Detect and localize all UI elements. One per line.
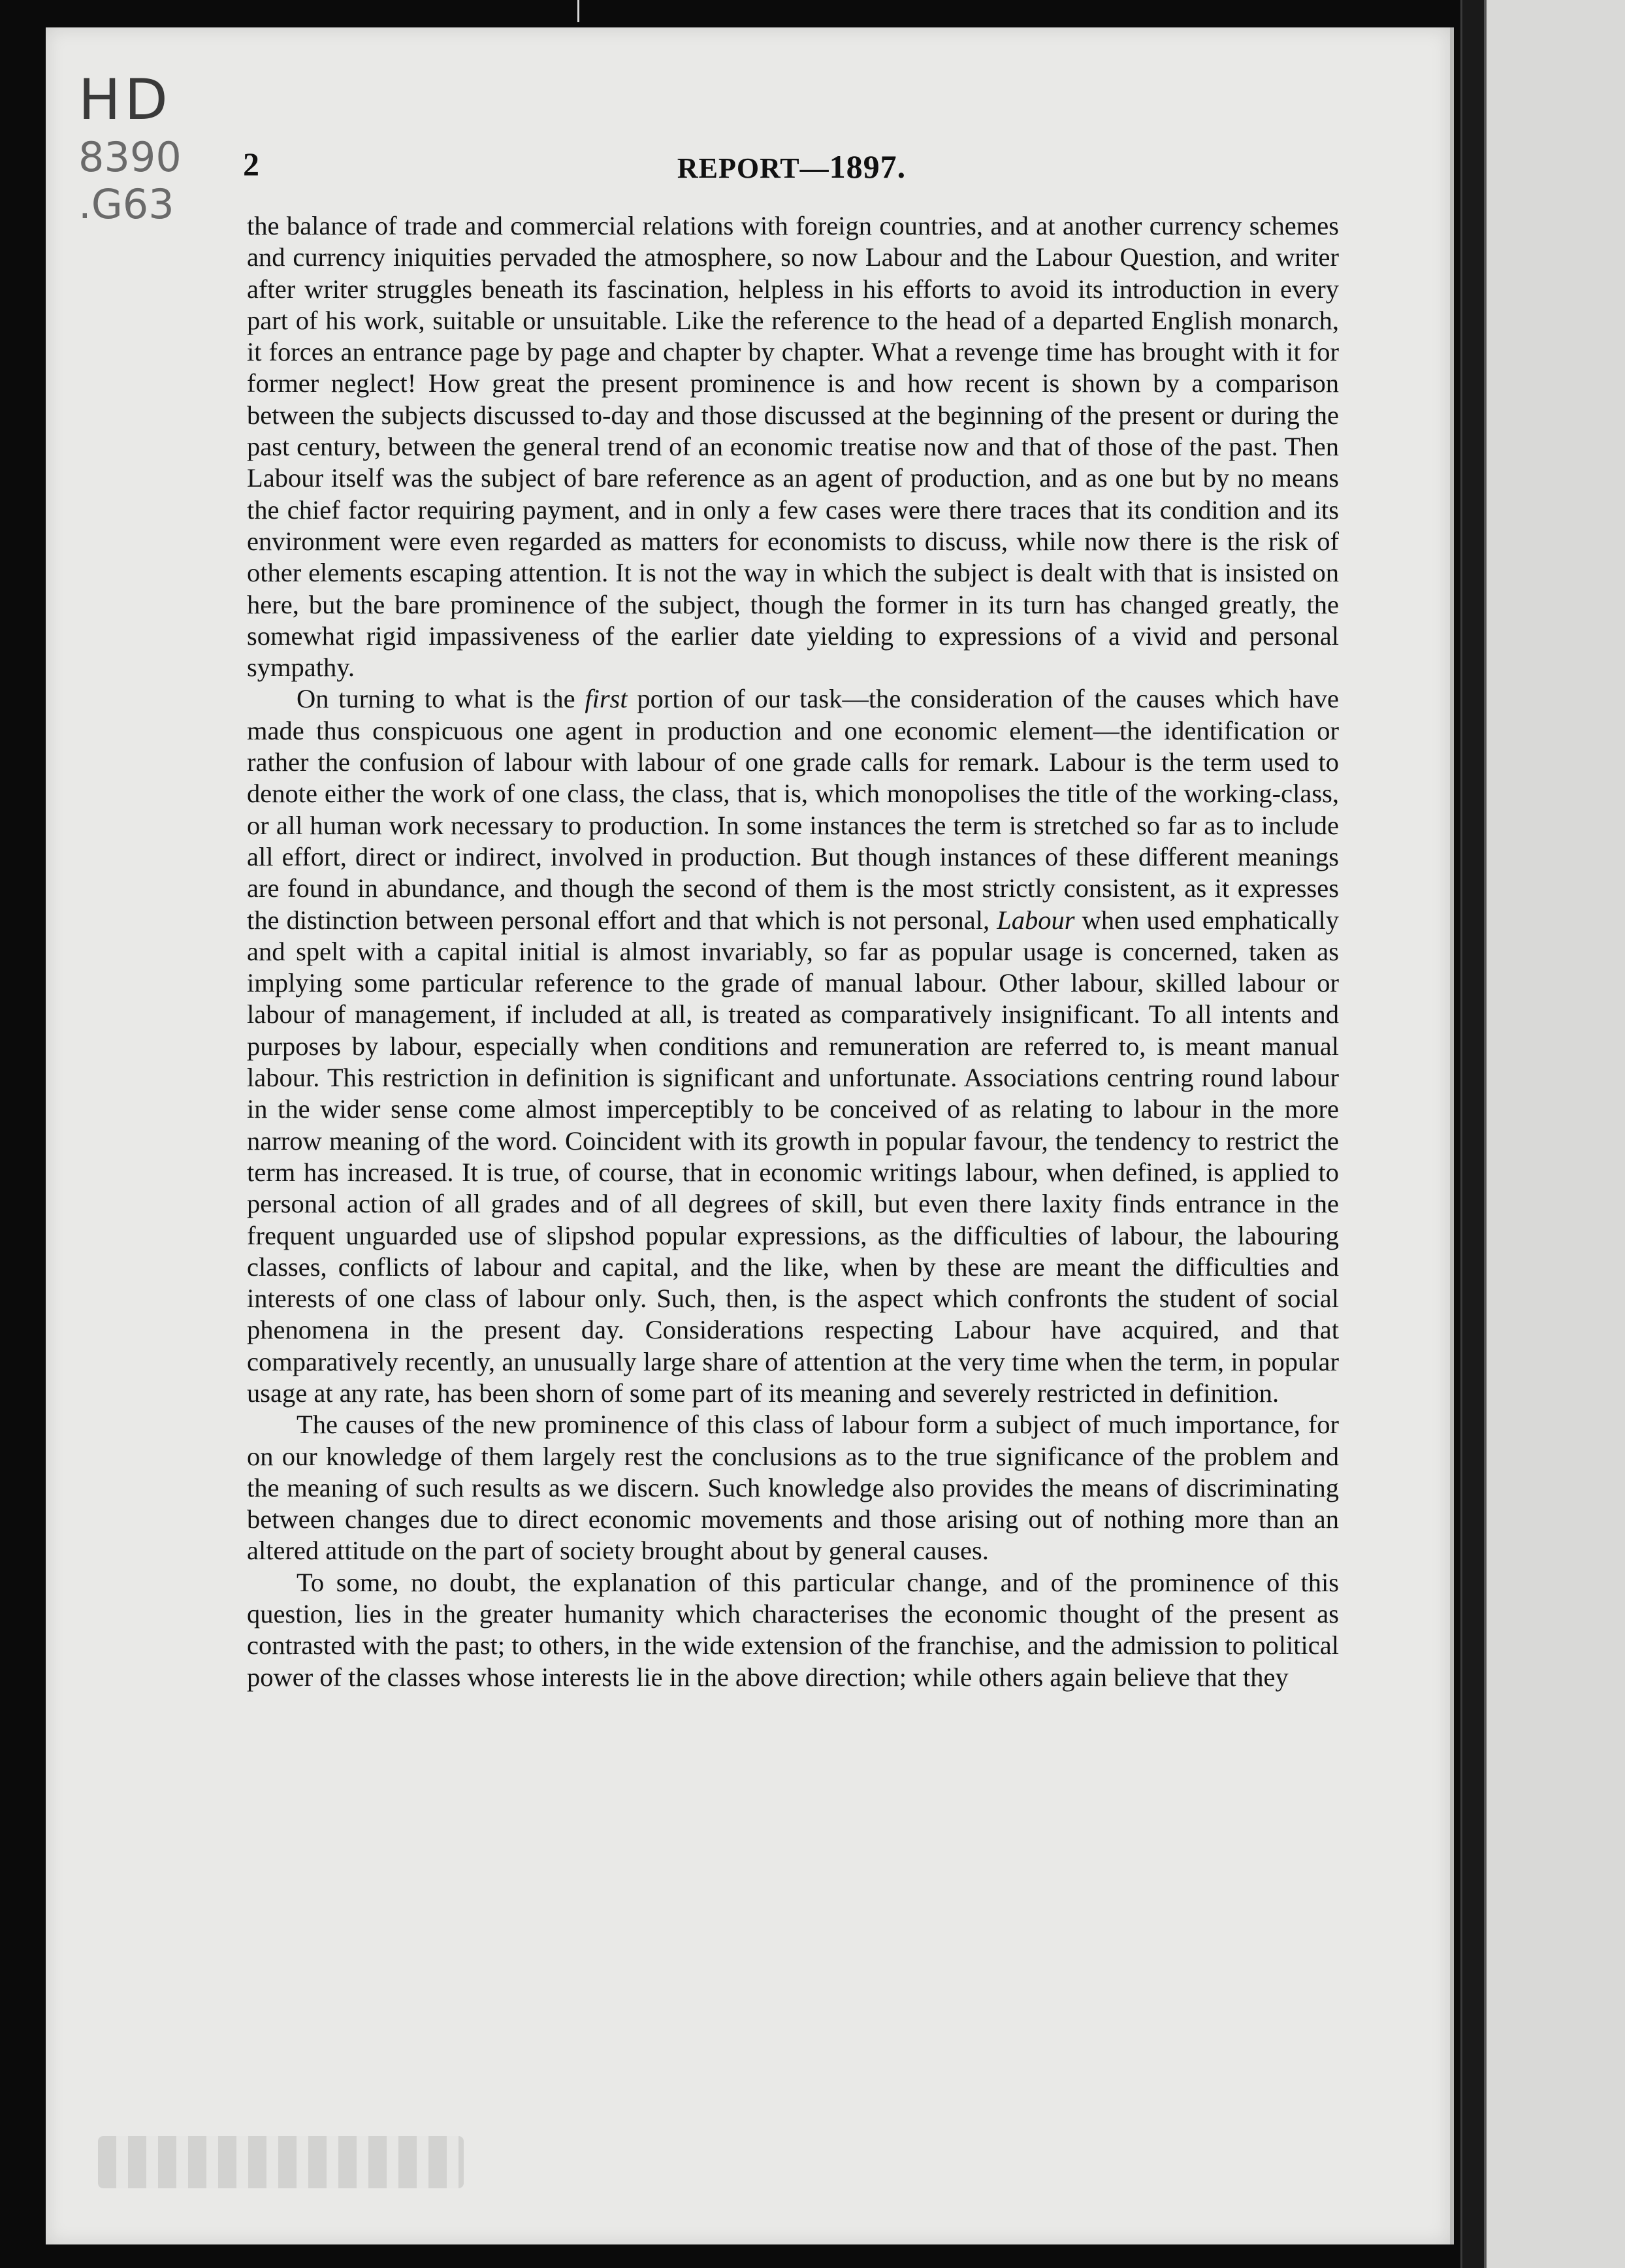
call-number-line-3: .G63 — [78, 180, 174, 228]
paragraph-1: the balance of trade and commercial relations with foreign countries, and at another currency schemes and currency iniquities pervaded the atmosphere, so now Labour and the Labour Question, and writer after writer struggles beneath its fascination, helpless in his efforts to avoid its introduction in every part of his work, suitable or unsuitable. Like the reference to the head of a departed English monarch, it forces an entrance page by page and chapter by chapter. What a revenge time has brought with it for former neglect! How great the present prominence is and how recent is shown by a comparison between the subjects discussed to-day and those discussed at the beginning of the present or during the past century, between the general trend of an economic treatise now and that of those of the past. Then Labour itself was the subject of bare reference as an agent of production, and as one but by no means the chief factor requiring payment, and in only a few cases were there traces that its condition and its environment were even regarded as matters for economists to discuss, while now there is the risk of other elements escaping attention. It is not the way in which the subject is dealt with that is insisted on here, but the bare prominence of the subject, though the former in its turn has changed greatly, the somewhat rigid impassiveness of the earlier date yielding to expressions of a vivid and personal sympathy. — [247, 211, 1339, 683]
binding-edge — [1460, 0, 1486, 2268]
call-number-line-1: HD — [78, 67, 172, 133]
paragraph-2-part-b: portion of our task—the consideration of the causes which have made thus conspicuous one agent in production and one economic element—the identification or rather the confusion of labour with labour of one grade calls for remark. Labour is the term used to denote either the work of one class, the class, that is, which monopolises the title of the working-class, or all human work necessary to production. In some instances the term is stretched so far as to include all effort, direct or indirect, involved in production. But though instances of these different meanings are found in abundance, and though the second of them is the most strictly consistent, as it expresses the distinction between personal effort and that which is not personal, — [247, 684, 1339, 935]
page-header — [243, 145, 1340, 191]
running-head — [243, 148, 1340, 186]
adjacent-page — [1484, 0, 1625, 2268]
faded-stamp — [98, 2136, 464, 2188]
paragraph-2-emphasis-first: first — [585, 684, 628, 714]
paragraph-4: To some, no doubt, the explanation of this particular change, and of the prominence of this question, lies in the greater humanity which characterises the economic thought of the present as contrasted with the past; to others, in the wide extension of the franchise, and the admission to political power of the classes whose interests lie in the above direction; while others again believe that they — [247, 1567, 1339, 1692]
paragraph-2-part-a: On turning to what is the — [297, 684, 585, 714]
paragraph-2-emphasis-labour: Labour — [997, 905, 1075, 935]
scan-mark — [577, 0, 579, 22]
body-text — [247, 210, 1339, 1693]
page-number: 2 — [243, 146, 259, 182]
library-call-number — [78, 67, 216, 228]
paragraph-3: The causes of the new prominence of this class of labour form a subject of much importance, for on our knowledge of them largely rest the conclusions as to the true significance of the problem and the meaning of such results as we discern. Such knowledge also provides the means of discriminating between changes due to direct economic movements and those arising out of nothing more than an altered attitude on the part of society brought about by general causes. — [247, 1410, 1339, 1566]
call-number-line-2: 8390 — [78, 133, 182, 181]
running-head-title: REPORT— — [677, 152, 829, 184]
paragraph-2-part-c: when used emphatically and spelt with a capital initial is almost invariably, so far as popular usage is concerned, taken as implying some particular reference to the grade of manual labour. Other labour, skilled labour or labour of management, if included at all, is treated as comparatively insignificant. To all intents and purposes by labour, especially when conditions and remuneration are referred to, is meant manual labour. This restriction in definition is significant and unfortunate. Associations centring round labour in the wider sense come almost imperceptibly to be conceived of as relating to labour in the more narrow meaning of the word. Coincident with its growth in popular favour, the tendency to restrict the term has increased. It is true, of course, that in economic writings labour, when defined, is applied to personal action of all grades and of all degrees of skill, but even there laxity finds entrance in the frequent unguarded use of slipshod popular expressions, as the difficulties of labour, the labouring classes, conflicts of labour and capital, and the like, when by these are meant the difficulties and interests of one class of labour only. Such, then, is the aspect which confronts the student of social phenomena in the present day. Considerations respecting Labour have acquired, and that comparatively recently, an unusually large share of attention at the very time when the term, in popular usage at any rate, has been shorn of some part of its meaning and severely restricted in definition. — [247, 905, 1340, 1408]
paragraph-2 — [247, 683, 1339, 1409]
running-head-year: 1897. — [829, 148, 907, 185]
